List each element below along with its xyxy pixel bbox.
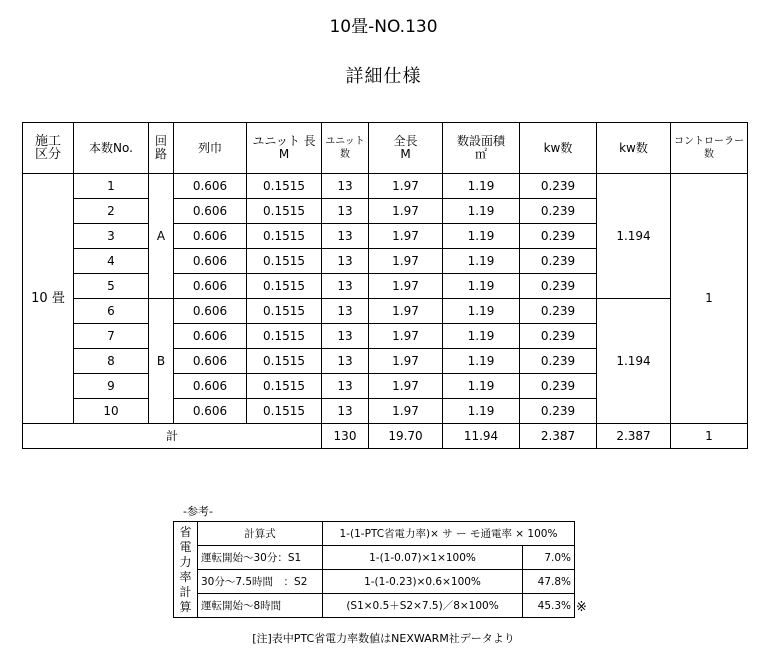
footnote: [注]表中PTC省電力率数値はNEXWARM社データより	[252, 632, 515, 645]
header-unit-count: ユニット 数	[322, 123, 369, 174]
reference-name: 30分～7.5時間 ：S2	[198, 570, 323, 594]
install-area-cell: 1.19	[443, 174, 520, 199]
formula: 1-(1-PTC省電力率)× サ ー モ通電率 × 100%	[323, 522, 575, 546]
reference-row	[174, 546, 575, 570]
reference-name: 運転開始～30分：S1	[198, 546, 323, 570]
spec-table	[22, 122, 748, 449]
total-length-cell: 1.97	[369, 399, 443, 424]
count-no-cell: 9	[74, 374, 149, 399]
header-kw-total: kw数	[597, 123, 671, 174]
unit-count-cell: 13	[322, 324, 369, 349]
width-cell: 0.606	[174, 274, 247, 299]
unit-count-cell: 13	[322, 249, 369, 274]
kw-cell: 0.239	[520, 174, 597, 199]
reference-table	[173, 521, 575, 618]
install-area-cell: 1.19	[443, 249, 520, 274]
reference-calc: (S1×0.5＋S2×7.5)／8×100%	[323, 594, 523, 618]
reference-row	[174, 594, 575, 618]
kw-cell: 0.239	[520, 224, 597, 249]
width-cell: 0.606	[174, 299, 247, 324]
unit-count-cell: 13	[322, 199, 369, 224]
total-length-cell: 1.97	[369, 249, 443, 274]
circuit-kw-cell: 1.194	[597, 299, 671, 424]
circuit-cell: B	[149, 299, 174, 424]
header-count-no: 本数No.	[74, 123, 149, 174]
width-cell: 0.606	[174, 324, 247, 349]
width-cell: 0.606	[174, 349, 247, 374]
total-length-cell: 1.97	[369, 299, 443, 324]
reference-value: 7.0%	[523, 546, 575, 570]
total-label: 計	[23, 424, 322, 449]
kw-cell: 0.239	[520, 399, 597, 424]
total-length-cell: 1.97	[369, 174, 443, 199]
total-controller: 1	[671, 424, 748, 449]
total-install-area: 11.94	[443, 424, 520, 449]
count-no-cell: 3	[74, 224, 149, 249]
unit-count-cell: 13	[322, 299, 369, 324]
kw-cell: 0.239	[520, 299, 597, 324]
count-no-cell: 6	[74, 299, 149, 324]
unit-length-cell: 0.1515	[247, 174, 322, 199]
install-area-cell: 1.19	[443, 324, 520, 349]
unit-length-cell: 0.1515	[247, 299, 322, 324]
width-cell: 0.606	[174, 374, 247, 399]
header-total-length: 全長 M	[369, 123, 443, 174]
area-cell: 10 畳	[23, 174, 74, 424]
header-circuit: 回 路	[149, 123, 174, 174]
total-kw: 2.387	[520, 424, 597, 449]
install-area-cell: 1.19	[443, 299, 520, 324]
reference-row	[174, 570, 575, 594]
header-area: 施工 区分	[23, 123, 74, 174]
unit-count-cell: 13	[322, 224, 369, 249]
unit-length-cell: 0.1515	[247, 249, 322, 274]
install-area-cell: 1.19	[443, 224, 520, 249]
kw-cell: 0.239	[520, 374, 597, 399]
unit-length-cell: 0.1515	[247, 324, 322, 349]
header-controller: コントローラー 数	[671, 123, 748, 174]
reference-name: 運転開始～8時間	[198, 594, 323, 618]
total-length-cell: 1.97	[369, 349, 443, 374]
install-area-cell: 1.19	[443, 199, 520, 224]
unit-count-cell: 13	[322, 374, 369, 399]
unit-count-cell: 13	[322, 274, 369, 299]
kw-cell: 0.239	[520, 349, 597, 374]
page-subtitle: 詳細仕様	[345, 66, 422, 87]
width-cell: 0.606	[174, 399, 247, 424]
header-unit-length: ユニット 長 M	[247, 123, 322, 174]
unit-length-cell: 0.1515	[247, 199, 322, 224]
width-cell: 0.606	[174, 174, 247, 199]
unit-length-cell: 0.1515	[247, 374, 322, 399]
total-row	[23, 424, 748, 449]
unit-length-cell: 0.1515	[247, 274, 322, 299]
kw-cell: 0.239	[520, 324, 597, 349]
reference-value: 45.3%	[523, 594, 575, 618]
reference-calc: 1-(1-0.23)×0.6×100%	[323, 570, 523, 594]
install-area-cell: 1.19	[443, 349, 520, 374]
count-no-cell: 4	[74, 249, 149, 274]
total-length-cell: 1.97	[369, 199, 443, 224]
count-no-cell: 1	[74, 174, 149, 199]
unit-length-cell: 0.1515	[247, 399, 322, 424]
total-length-cell: 1.97	[369, 324, 443, 349]
reference-mark: ※	[576, 600, 587, 615]
total-length-cell: 1.97	[369, 374, 443, 399]
count-no-cell: 2	[74, 199, 149, 224]
total-length: 19.70	[369, 424, 443, 449]
table-row	[23, 299, 748, 324]
unit-length-cell: 0.1515	[247, 224, 322, 249]
unit-length-cell: 0.1515	[247, 349, 322, 374]
circuit-cell: A	[149, 174, 174, 299]
header-install-area: 数設面積 ㎡	[443, 123, 520, 174]
total-kw-total: 2.387	[597, 424, 671, 449]
reference-header-row	[174, 522, 575, 546]
reference-side-label: 省 電 力 率 計 算	[174, 522, 198, 618]
total-length-cell: 1.97	[369, 224, 443, 249]
kw-cell: 0.239	[520, 199, 597, 224]
width-cell: 0.606	[174, 224, 247, 249]
header-width: 列巾	[174, 123, 247, 174]
header-kw: kw数	[520, 123, 597, 174]
unit-count-cell: 13	[322, 399, 369, 424]
table-row	[23, 174, 748, 199]
reference-value: 47.8%	[523, 570, 575, 594]
unit-count-cell: 13	[322, 174, 369, 199]
install-area-cell: 1.19	[443, 374, 520, 399]
count-no-cell: 10	[74, 399, 149, 424]
kw-cell: 0.239	[520, 249, 597, 274]
width-cell: 0.606	[174, 199, 247, 224]
total-unit-count: 130	[322, 424, 369, 449]
total-length-cell: 1.97	[369, 274, 443, 299]
controller-cell: 1	[671, 174, 748, 424]
install-area-cell: 1.19	[443, 399, 520, 424]
install-area-cell: 1.19	[443, 274, 520, 299]
circuit-kw-cell: 1.194	[597, 174, 671, 299]
unit-count-cell: 13	[322, 349, 369, 374]
page-title: 10畳-NO.130	[329, 17, 438, 37]
width-cell: 0.606	[174, 249, 247, 274]
kw-cell: 0.239	[520, 274, 597, 299]
reference-calc: 1-(1-0.07)×1×100%	[323, 546, 523, 570]
count-no-cell: 8	[74, 349, 149, 374]
reference-label: -参考-	[183, 505, 213, 518]
formula-header: 計算式	[198, 522, 323, 546]
header-row	[23, 123, 748, 174]
count-no-cell: 5	[74, 274, 149, 299]
count-no-cell: 7	[74, 324, 149, 349]
